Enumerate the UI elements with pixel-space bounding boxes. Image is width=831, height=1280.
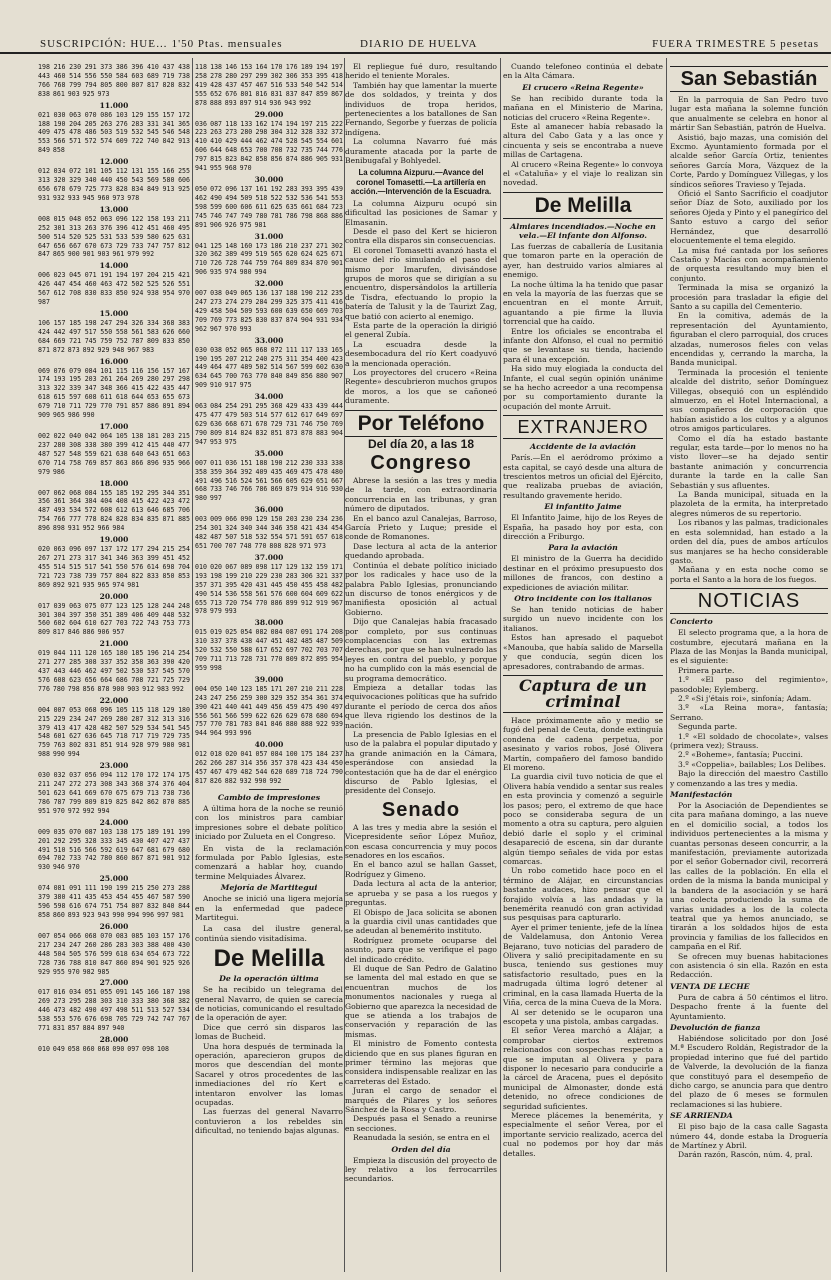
orden-del-dia: Orden del día xyxy=(391,1144,451,1154)
lottery-numbers: 198 216 230 291 373 386 396 410 437 438 443 460 514 556 550 584 603 689 719 738 766 768 799 794 805 800 807 817 828 832 838 861 903 925 973 xyxy=(38,63,190,98)
divider xyxy=(249,789,289,790)
manifestacion-text: Por la Asociación de Dependientes se cita para mañana domingo, a las nueve en el domicilio social, a todos los individuos pertenecientes a la misma y cuantas personas deseen concurrir, a la manifestación, previamente autorizada por el señor Gobernador civil, recorrerá las calles de la población. En ella el orden de la misma la banda municipal y la bandera de la asociación y se hará una colecta produciendo la suma de varias unidades a los de la colecta teatral que ya hemos anunciado, se tirarán a los soldados hijos de esta provincia y familias de los fallecidos en campaña en el Rif. xyxy=(670,801,828,952)
lottery-series-heading: 23.000 xyxy=(99,761,129,771)
news-paragraph: El repliegue fué duro, resultando herido el teniente Morales. xyxy=(345,62,497,81)
senado-headline: Senado xyxy=(381,798,461,821)
captura-paragraph: Al ser detenido se le ocuparon una escopeta y una pistola, ambas cargadas. xyxy=(503,1007,663,1026)
concierto-paragraph: 2.º «Boheme», fantasía; Puccini. xyxy=(678,750,803,760)
melilla-paragraph: La noche última la ha tenido que pasar en vela la mayoría de las fuerzas que se encuentran en el monte Arruit, aguantando a pie firme la lluvia torrencial que ha caído. xyxy=(503,279,663,327)
congreso-paragraph: Abrese la sesión a las tres y media de la tarde, con extraordinaria concurrencia en las tribunas, y gran número de diputados. xyxy=(345,476,497,514)
san-sebastian-paragraph: Ofició el Santo Sacrificio el coadjutor señor Díaz de Soto, auxiliado por los señores Ojeda y Pinto y el panegírico del Santo estuvo a cargo del señor Hernández, que desarrolló elocuentemente el tema elegido. xyxy=(670,189,828,246)
lottery-block xyxy=(38,422,190,477)
lottery-numbers: 004 050 140 123 185 171 207 210 211 228 243 247 256 259 300 329 352 354 361 374 390 421 440 441 449 456 459 475 490 497 556 561 566 599 622 626 629 678 680 694 757 770 781 783 841 846 880 888 922 939 944 964 993 996 xyxy=(195,684,343,738)
san-sebastian-paragraph: Mañana y en esta noche como se porta el Santo a la hora de los fuegos. xyxy=(670,565,828,584)
melilla-headline: De Melilla xyxy=(213,945,325,973)
melilla-headline-2: De Melilla xyxy=(503,192,663,219)
lottery-series-heading: 14.000 xyxy=(99,261,129,271)
accidente-text: París.—En el aeródromo próximo a esta capital, se cayó desde una altura de trescientos metros un oficial del Ejército, que realizaba pruebas de aviación, resultando gravemente herido. xyxy=(503,453,663,500)
san-sebastian-paragraph: Como el día ha estado bastante regular, esta tarde—por lo menos no ha visto llover—se ha dejado sentir bastante animación y concurrencia durante la tarde en la calle San Sebastián y sus afluentes. xyxy=(670,433,828,490)
italianos-text-1: Se han tenido noticias de haber surgido un nuevo incidente con los italianos. xyxy=(503,605,663,633)
lottery-block xyxy=(195,336,343,391)
lottery-series-heading: 33.000 xyxy=(254,335,284,345)
lottery-block xyxy=(195,675,343,738)
section-heading: Mejoría de Martitegui xyxy=(220,883,318,893)
lottery-series-heading: 13.000 xyxy=(99,204,129,214)
lottery-block xyxy=(195,505,343,551)
concierto-paragraph: Segunda parte. xyxy=(678,722,738,732)
masthead xyxy=(0,0,831,54)
melilla-subhead: De la operación última xyxy=(219,974,319,984)
section-paragraph: Anoche se inició una ligera mejoría en la enfermedad que padece Martitegui. xyxy=(195,894,343,922)
section-paragraph: A última hora de la noche se reunió con los ministros para cambiar impresiones sobre el debate político iniciado por Zulueta en el Congreso. xyxy=(195,803,343,842)
aizpuru-paragraph: La columna Aizpuru ocupó sin dificultad las posiciones de Samar y Elmasanin. xyxy=(345,198,497,227)
crucero-paragraph: Este al amanecer había rebasado la altura del Cabo Gata y a las once y cincuenta y seis se encontraba a nueve millas de Cartagena. xyxy=(503,122,663,160)
melilla-paragraph: Dice que cerró sin disparos las lomas de Bucheid. xyxy=(195,1022,343,1042)
melilla-paragraph: Se ha recibido un telegrama del general Navarro, de quien se carecía de noticias, comunicando el resultado de la operación de ayer. xyxy=(195,985,343,1023)
lottery-series-heading: 22.000 xyxy=(99,695,129,705)
aizpuru-paragraph: Los proyectores del crucero «Reina Regente» descubrieron muchos grupos de moros, a los que se cañoneó duramente. xyxy=(345,368,497,406)
lottery-series-heading: 40.000 xyxy=(254,740,284,750)
fianza-text: Habiéndose solicitado por don José M.ª Escudero Roldán, Registrador de la propiedad interino que fué del partido de Valverde, la devolución de la fianza que constituyó para el desempeño de dicho cargo, se anuncia para que dentro del plazo de 6 meses se formulen reclamaciones si las hubiere. xyxy=(670,1033,828,1109)
concierto-paragraph: 3.º «Coppelia», bailables; Los Delibes. xyxy=(678,759,826,769)
lottery-numbers: 019 044 111 120 165 180 185 196 214 254 271 277 285 308 337 352 358 363 390 420 437 443 446 462 497 502 530 537 545 570 576 608 623 656 664 686 708 721 725 729 776 780 798 856 878 900 903 912 983 992 xyxy=(38,649,190,693)
melilla-paragraph: Las fuerzas del general Navarro contuvieron a los rebeldes sin dificultad, no teniendo bajas algunas. xyxy=(195,1107,343,1136)
lottery-block xyxy=(195,110,343,173)
senado-paragraph: A las tres y media abre la sesión el Vicepresidente señor López Muñoz, con escasa concurrencia y muy pocos senadores en los escaños. xyxy=(345,822,497,861)
crucero-headline: El crucero «Reina Regente» xyxy=(522,82,644,92)
aizpuru-paragraph: El coronel Tomasetti avanzó hasta el cauce del río simulando el paso del mismo por Imarufen, divisándose grupos de moros que se dirigían a su encuentro, dispersándolos la artillería de Tisdra, efectuando lo propio la batería de Talusit y la de Taurizt Zag, que batió con acierto al enemigo. xyxy=(345,245,497,321)
aviacion-headline: Para la aviación xyxy=(548,543,618,553)
section-heading: Cambio de impresiones xyxy=(217,792,321,802)
lottery-numbers: 050 072 096 137 161 192 283 393 395 439 462 490 494 509 518 522 532 536 541 553 598 599 600 606 611 625 635 661 684 723 745 746 747 749 780 781 786 798 868 886 891 906 926 975 981 xyxy=(195,184,343,229)
lottery-series-heading: 35.000 xyxy=(254,448,284,458)
news-paragraph: La columna Navarro fué más duramente atacada por la parte de Benibugafal y Bohlyedel. xyxy=(345,137,497,166)
lottery-block xyxy=(38,63,190,99)
newspaper-title: DIARIO DE HUELVA xyxy=(360,38,478,50)
news-paragraph: Cuando telefoneo continúa el debate en la Alta Cámara. xyxy=(503,62,663,81)
senado-paragraph: Juran el cargo de senador el marqués de Pilares y los señores Sánchez de la Rosa y Castro. xyxy=(345,1086,497,1115)
captura-paragraph: Un robo cometido hace poco en el término de Alájar, en circunstancias bastante audaces, hizo pensar que el forajido volvía a las andadas y la benemérita reanudó con gran actividad sus pesquisas para capturarlo. xyxy=(503,866,663,923)
lottery-series-heading: 29.000 xyxy=(254,109,284,119)
lottery-series-heading: 16.000 xyxy=(99,356,129,366)
senado-paragraph: Después pasa el Senado a reunirse en secciones. xyxy=(345,1114,497,1133)
san-sebastian-paragraph: La misa fué cantada por los señores Castaño y Macías con acompañamiento de orquesta resultando muy bien el conjunto. xyxy=(670,245,828,283)
congreso-paragraph: Empieza a detallar todas las equivocaciones políticas que ha sufrido durante el período de cerca dos años que lleva rigiendo los destinos de la nación. xyxy=(345,682,497,730)
lottery-numbers: 017 016 034 051 055 091 145 166 187 198 269 273 295 288 303 310 333 380 368 382 446 473 482 490 497 498 511 513 527 534 538 553 576 676 698 705 729 742 747 767 771 831 857 884 897 940 xyxy=(38,988,190,1033)
lottery-numbers: 118 138 146 153 164 170 176 189 194 197 258 278 280 297 299 302 306 353 395 418 419 428 437 457 467 516 533 540 542 514 555 652 676 801 816 831 837 847 859 867 878 888 893 897 914 936 943 992 xyxy=(195,63,343,107)
lottery-numbers: 030 032 037 056 094 112 170 172 174 175 211 247 272 273 308 343 368 374 376 404 501 623 641 669 670 675 679 713 738 736 786 787 799 809 819 825 842 862 870 885 951 970 972 992 994 xyxy=(38,771,190,815)
congreso-headline: Congreso xyxy=(370,452,472,475)
crucero-paragraph: Al crucero «Reina Regente» lo convoya el «Cataluña» y el viaje lo realizan sin novedad. xyxy=(503,159,663,188)
accidente-headline: Accidente de la aviación xyxy=(530,442,636,452)
lottery-block xyxy=(38,157,190,203)
melilla-paragraph: Una hora después de terminada la operación, aparecieron grupos de moros que descendían del monte Sacarel y otros procedentes de las inmediaciones del río Kert e intentaron envolver las lomas ocupadas. xyxy=(195,1041,343,1108)
lottery-numbers: 010 020 067 089 098 117 129 132 159 171 193 198 199 210 229 230 283 306 321 337 357 371 395 420 431 445 450 455 458 482 490 514 536 558 561 576 600 604 609 622 655 713 720 754 770 886 899 912 919 967 978 979 993 xyxy=(195,562,343,616)
melilla-paragraph: Las fuerzas de caballería de Lusitania que tomaron parte en la operación de ayer, han destruido varios almiares al enemigo. xyxy=(503,241,663,280)
arrienda-text: El piso bajo de la casa calle Sagasta número 44, donde estaba la Droguería de Martínez y Abril. xyxy=(670,1122,828,1151)
lottery-numbers: 021 030 063 070 086 103 129 155 157 172 188 190 204 205 263 276 283 331 341 365 409 475 478 486 503 519 532 545 546 548 553 566 571 572 574 609 722 740 842 913 849 858 xyxy=(38,110,190,155)
italianos-text-2: Estos han apresado el paquebot «Manouba, que había salido de Marsella y que conducía, según dicen los apresadores, contrabando de armas. xyxy=(503,633,663,671)
leche-text: Pura de cabra á 50 céntimos el litro. Despacho frente á la fuente del Ayuntamiento. xyxy=(670,992,828,1021)
melilla-paragraph: Entre los oficiales se encontraba el infante don Alfonso, el cual no permitió que se levantase su tienda, haciendo para él una excepción. xyxy=(503,326,663,364)
lottery-numbers: 007 038 049 065 136 137 188 190 212 235 247 273 274 279 284 299 325 375 411 416 429 458 504 509 593 600 639 650 669 703 709 769 773 825 830 837 874 904 931 934 962 967 970 993 xyxy=(195,289,343,333)
lottery-series-heading: 21.000 xyxy=(99,639,129,649)
congreso-paragraph: Dijo que Canalejas había fracasado por completo, por sus continuas complacencias con las extremas derechas, por que se han vulnerado las leyes en contra del pueblo, y porque no ha cumplido con la más esencial de su programa democrático. xyxy=(345,617,497,683)
news-column-3 xyxy=(345,62,497,1272)
lottery-numbers: 041 125 148 160 173 186 210 237 271 302 320 362 389 499 519 565 620 624 625 671 710 726 728 744 759 764 809 834 870 901 906 935 974 980 994 xyxy=(195,241,343,277)
lottery-series-heading: 38.000 xyxy=(254,618,284,628)
lottery-block xyxy=(38,978,190,1033)
lottery-block xyxy=(38,696,190,759)
congreso-paragraph: En el banco azul Canalejas, Barroso, García Prieto y Luque; preside el conde de Romanones. xyxy=(345,513,497,542)
melilla-paragraph: Ha sido muy elogiada la conducta del Infante, el cual según opinión unánime se ha hecho acreedor a una recompensa por su comportamiento durante la ocupación del monte Arruit. xyxy=(503,364,663,411)
lottery-block xyxy=(195,279,343,334)
lottery-numbers: 069 076 079 084 101 115 116 156 157 167 174 193 195 203 261 264 269 280 297 298 313 322 339 347 348 366 415 422 435 447 618 615 597 608 611 618 644 653 655 673 679 710 711 729 770 791 857 886 891 894 909 965 986 990 xyxy=(38,366,190,420)
lottery-block xyxy=(38,535,190,590)
concierto-paragraph: 3.º «La Reina mora», fantasía; Serrano. xyxy=(670,703,828,722)
column-rule xyxy=(192,58,193,1272)
lottery-series-heading: 20.000 xyxy=(99,591,129,601)
san-sebastian-paragraph: En la parroquia de San Pedro tuvo lugar esta mañana la solemne función que anualmente se celebra en honor al mártir San Sebastián, patrón de Huelva. xyxy=(670,95,828,133)
senado-last-paragraph: Empieza la discusión del proyecto de ley relativo a los ferrocarriles secundarios. xyxy=(345,1155,497,1184)
lottery-numbers: 015 019 025 054 082 084 087 091 174 208 310 337 378 438 447 451 482 485 487 509 520 532 550 588 617 652 697 702 703 707 709 711 713 728 731 770 809 872 895 954 959 998 xyxy=(195,628,343,672)
lottery-series-heading: 31.000 xyxy=(254,231,284,241)
arrienda-contact: Darán razón, Rascón, núm. 4, pral. xyxy=(678,1150,813,1160)
section-paragraph: En vista de la reclamación formulada por Pablo Iglesias, este comenzará a hablar hoy, cuando termine Melquiades Álvarez. xyxy=(195,843,343,881)
lottery-block xyxy=(38,761,190,816)
senado-paragraph: El ministro de Fomento contesta diciendo que en sus planes figuran en primer término las mejoras que considera indispensable realizar en las carreteras del Estado. xyxy=(345,1039,497,1086)
arrienda-headline: SE ARRIENDA xyxy=(670,1111,733,1121)
leche-headline: VENTA DE LECHE xyxy=(670,981,750,991)
infante-headline: El infantito Jaime xyxy=(544,502,622,512)
lottery-block xyxy=(38,922,190,977)
lottery-numbers: 008 015 048 052 063 096 122 158 193 211 252 301 313 263 376 396 412 451 460 495 500 514 520 525 531 533 539 580 625 631 647 656 667 670 673 729 733 747 757 812 847 865 900 901 903 961 979 992 xyxy=(38,214,190,259)
habitaciones-ad: Se ofrecen muy buenas habitaciones con asistencia ó sin ella. Razón en esta Redacción. xyxy=(670,951,828,980)
lottery-block xyxy=(38,357,190,420)
captura-paragraph: Merece plácemes la benemérita, y especialmente el señor Verea, por el importante servicio realizado, acerca del cual no podemos por hoy dar más detalles. xyxy=(503,1110,663,1158)
lottery-block xyxy=(38,479,190,534)
lottery-series-heading: 28.000 xyxy=(99,1034,129,1044)
lottery-block xyxy=(38,309,190,355)
lottery-numbers: 009 035 070 087 103 138 175 189 191 199 201 292 295 328 333 345 430 407 427 437 491 510 516 566 592 619 647 681 679 680 694 702 733 742 780 860 867 871 901 912 930 946 970 xyxy=(38,827,190,872)
lottery-series-heading: 39.000 xyxy=(254,674,284,684)
news-paragraph: También hay que lamentar la muerte de dos soldados, y treinta y dos individuos de tropa heridos, pertenecientes a los batallones de San Fernando, Segorbe y fuerzas de policía indígena. xyxy=(345,80,497,137)
captura-paragraph: El señor Verea marchó a Alájar, a comprobar ciertos extremos relacionados con sospechas respecto a que se imputan al Olivera y para disponer lo necesario para conducirle a la cárcel de Aracena, pues el depósito municipal de Almonaster, donde está detenido, no ofrece condiciones de seguridad suficientes. xyxy=(503,1026,663,1111)
lottery-numbers: 106 157 185 198 247 294 326 334 368 383 424 442 497 517 550 558 561 583 626 660 684 669 721 745 759 752 787 809 833 850 871 872 873 892 929 948 967 983 xyxy=(38,318,190,354)
lottery-series-heading: 19.000 xyxy=(99,535,129,545)
concierto-headline: Concierto xyxy=(670,617,713,627)
san-sebastian-paragraph: La Banda municipal, situada en la plazoleta de la ermita, ha interpretado alegres números de su repertorio. xyxy=(670,490,828,518)
subscription-line: SUSCRIPCIÓN: HUE… 1'50 Ptas. mensuales xyxy=(40,38,283,50)
lottery-block xyxy=(195,63,343,108)
lottery-numbers: 012 034 072 101 105 112 131 155 166 255 313 320 329 340 440 450 543 569 580 606 656 678 679 725 773 828 834 849 913 925 931 932 933 945 960 973 978 xyxy=(38,167,190,202)
aizpuru-headline: La columna Aizpuru.—Avance del coronel Tomasetti.—La artillería en acción.—Intervención de la Escuadra. xyxy=(350,168,492,197)
lottery-numbers: 020 063 096 097 137 172 177 294 215 254 267 271 273 317 341 346 363 399 451 452 455 514 515 517 541 550 576 614 698 704 721 723 738 739 757 804 822 833 850 853 869 892 921 935 965 974 981 xyxy=(38,545,190,589)
concierto-paragraph: 1.º «El soldado de chocolate», valses (primera vez); Strauss. xyxy=(670,731,828,750)
lottery-block xyxy=(195,553,343,616)
column-rule xyxy=(500,58,501,1272)
italianos-headline: Otro incidente con los italianos xyxy=(514,594,652,604)
lottery-column-1 xyxy=(38,62,190,1272)
noticias-headline: NOTICIAS xyxy=(670,588,828,614)
congreso-paragraph: Dase lectura al acta de la anterior quedando aprobada. xyxy=(345,541,497,561)
lottery-numbers: 017 039 063 075 077 123 125 128 244 248 301 304 397 350 351 389 406 409 448 532 560 602 604 610 627 703 722 743 753 773 809 817 846 886 906 957 xyxy=(38,601,190,637)
lottery-block xyxy=(38,205,190,260)
lottery-numbers: 074 081 091 111 190 199 215 250 273 288 379 380 411 435 453 454 455 467 587 590 596 598 616 674 751 754 807 832 840 844 858 860 893 923 943 990 994 996 997 981 xyxy=(38,884,190,919)
manifestacion-headline: Manifestación xyxy=(670,790,733,800)
subscription-outside: FUERA TRIMESTRE 5 pesetas xyxy=(652,38,819,50)
lottery-series-heading: 25.000 xyxy=(99,874,129,884)
lottery-numbers: 036 087 118 133 162 174 194 197 215 222 223 263 273 280 298 304 312 328 332 372 410 410 429 444 462 474 528 545 554 601 606 644 648 653 700 708 732 735 744 776 797 815 823 842 858 856 874 886 905 931 941 955 968 970 xyxy=(195,119,343,173)
lottery-numbers: 063 084 254 291 295 368 429 433 439 444 475 477 479 503 514 577 612 617 649 697 629 636 668 671 678 729 731 746 750 769 790 809 814 824 832 851 873 878 883 904 947 953 975 xyxy=(195,402,343,446)
aizpuru-paragraph: Desde el paso del Kert se hicieron contra ella disparos sin consecuencias. xyxy=(345,226,497,246)
lottery-numbers: 007 054 066 068 070 083 085 103 157 176 217 234 247 260 286 283 303 388 400 430 448 504 505 576 599 618 634 654 673 722 728 736 788 810 847 860 894 901 925 926 929 955 970 982 985 xyxy=(38,931,190,976)
lottery-series-heading: 30.000 xyxy=(254,174,284,184)
lottery-block xyxy=(38,261,190,307)
news-column-4 xyxy=(503,62,663,1272)
lottery-numbers: 030 038 052 065 068 072 111 117 133 165 190 195 207 212 240 275 311 354 400 423 449 464 477 489 502 514 567 599 602 630 634 645 700 763 770 840 849 856 880 907 909 910 917 975 xyxy=(195,345,343,390)
infante-text: El Infantito Jaime, hijo de los Reyes de España, ha pasado hoy por esta, con dirección a Friburgo. xyxy=(503,513,663,542)
senado-paragraph: En el banco azul se hallan Gasset, Rodríguez y Gimeno. xyxy=(345,860,497,879)
lottery-series-heading: 37.000 xyxy=(254,552,284,562)
lottery-series-heading: 11.000 xyxy=(99,100,129,110)
lottery-series-heading: 27.000 xyxy=(99,978,129,988)
san-sebastian-paragraph: Los ribanos y las palmas, tradicionales en esta solemnidad, han estado a la orden del día, pues de ambos artículos sus manjares se ha hecho considerable gasto. xyxy=(670,518,828,565)
captura-paragraph: Hace próximamente año y medio se fugó del penal de Ceuta, donde extinguía condena de cadena perpetua, por asesinato y varios robos, José Olivera Martín, compañero del famoso bandido El moreno. xyxy=(503,715,663,772)
lottery-block xyxy=(195,618,343,673)
lottery-block xyxy=(38,639,190,694)
aviacion-text: El ministro de la Guerra ha decidido destinar en el próximo presupuesto dos millones de francos, con destino a expediciones de aviación militar. xyxy=(503,554,663,592)
concierto-paragraph: El selecto programa que, a la hora de costumbre, ejecutará mañana en la Plaza de las Monjas la Banda municipal, es el siguiente: xyxy=(670,628,828,666)
fianza-headline: Devolución de fianza xyxy=(670,1022,761,1032)
lottery-block xyxy=(38,592,190,638)
lottery-series-heading: 24.000 xyxy=(99,817,129,827)
crucero-paragraph: Se han recibido durante toda la mañana en el Ministerio de Marina, noticias del crucero «Reina Regente». xyxy=(503,93,663,122)
senado-paragraph: Rodríguez promete ocuparse del asunto, para que se verifique el pago del indicado crédito. xyxy=(345,935,497,964)
lottery-block xyxy=(195,740,343,786)
san-sebastian-paragraph: En la comitiva, además de la representación del Ayuntamiento, figuraban el clero parroquial, dos cruces alzadas, numerosos fieles con velas encendidas y, cerrando la marcha, la Banda municipal. xyxy=(670,311,828,368)
lottery-block xyxy=(38,1035,190,1054)
telefono-date: Del día 20, a las 18 xyxy=(367,436,475,451)
captura-paragraph: Ayer el primer teniente, jefe de la línea de Valdelamusa, don Antonio Verea Bejarano, tuvo noticias del paradero de Olivera y salió precipitadamente en su busca, teniendo sus gestiones muy satisfactorio resultado, pues en la madrugada última logró detener al criminal, en la casa llamada Huerta de la Viña, cerca de la mina Cueva de la Mora. xyxy=(503,922,663,1008)
san-sebastian-paragraph: Asistió, bajo mazas, una comisión del Excmo. Ayuntamiento formada por el alcalde señor García Ortiz, tenientes señores García Mora, Vázquez de la Corte, Pardo y Domínguez Villegas, y los síndicos señores Travieso y Tejada. xyxy=(670,132,828,189)
senado-paragraph: El Obispo de Jaca solicita se abonen a la guardia civil unas cantidades que se adeudan al benemérito instituto. xyxy=(345,907,497,936)
lottery-block xyxy=(38,874,190,920)
senado-paragraph: Dada lectura al acta de la anterior, se aprueba y se pasa a los ruegos y preguntas. xyxy=(345,879,497,908)
san-sebastian-paragraph: Terminada la misa se organizó la procesión para trasladar la efigie del Santo a su capilla del Cementerio. xyxy=(670,283,828,311)
lottery-series-heading: 26.000 xyxy=(99,921,129,931)
lottery-series-heading: 34.000 xyxy=(254,392,284,402)
lottery-numbers: 007 011 036 151 188 190 212 230 333 338 358 359 364 392 409 435 469 475 478 480 491 496 516 524 561 566 605 629 651 667 668 733 746 766 786 869 879 914 916 930 980 997 xyxy=(195,458,343,503)
lottery-series-heading: 18.000 xyxy=(99,478,129,488)
congreso-paragraph: La presencia de Pablo Iglesias en el uso de la palabra el popular diputado y ha grande animación en la Cámara, esperándose con ansiedad la contestación que ha de dar el enérgico discurso de Pablo Iglesias, el presidente del Consejo. xyxy=(345,730,497,796)
lottery-numbers: 012 018 020 041 057 084 100 175 184 237 262 266 287 314 356 357 378 423 434 450 457 467 479 482 544 620 689 718 724 790 817 826 882 932 990 992 xyxy=(195,750,343,785)
lottery-numbers: 006 023 045 071 191 194 197 204 215 421 426 447 454 460 463 472 502 525 526 551 567 612 708 830 833 850 924 938 954 970 987 xyxy=(38,271,190,307)
lottery-numbers: 004 007 053 068 096 105 115 118 129 180 215 229 234 247 269 280 287 312 313 316 379 413 417 428 482 507 529 534 541 545 548 601 627 636 645 718 717 719 729 735 759 763 802 831 851 914 928 979 980 981 988 990 994 xyxy=(38,705,190,759)
lottery-block xyxy=(38,101,190,156)
lottery-series-heading: 17.000 xyxy=(99,422,129,431)
news-column-5 xyxy=(670,62,828,1272)
lottery-series-heading: 36.000 xyxy=(254,505,284,515)
captura-paragraph: La guardia civil tuvo noticia de que el Olivera había vendido a sentar sus reales en esta provincia y comenzó a seguirle los pasos; pero, el extremo de que hace poco se consideraba segura de un momento a otra su captura, pero alguien debió darle el soplo y el criminal desapareció de escena, sin dar durante algún tiempo señales de vida por estas comarcas. xyxy=(503,772,663,866)
lottery-block xyxy=(195,449,343,504)
telefono-headline: Por Teléfono xyxy=(345,410,497,437)
aizpuru-paragraph: La escuadra desde la desembocadura del río Kert coadyuvó a la mencionada operación. xyxy=(345,339,497,368)
concierto-paragraph: Bajo la dirección del maestro Castillo y comenzando a las tres y media. xyxy=(670,769,828,788)
aizpuru-paragraph: Esta parte de la operación la dirigió el general Zubía. xyxy=(345,320,497,340)
lottery-numbers: 002 022 040 042 064 105 138 181 203 215 237 280 308 338 380 399 412 415 440 477 487 527 548 559 621 638 640 643 651 663 670 714 758 769 857 863 866 896 935 966 979 986 xyxy=(38,432,190,476)
lottery-series-heading: 15.000 xyxy=(99,308,129,318)
lottery-block xyxy=(38,818,190,873)
lottery-block xyxy=(195,175,343,230)
lottery-column-2 xyxy=(195,62,343,1272)
congreso-paragraph: Continúa el debate político iniciado por los radicales y hace uso de la palabra Pablo Iglesias, pronunciando un discurso de tonos enérgicos y de manifiesta oposición al actual Gobierno. xyxy=(345,560,497,617)
lottery-block xyxy=(195,392,343,447)
san-sebastian-headline: San Sebastián xyxy=(670,66,828,92)
lottery-series-heading: 12.000 xyxy=(99,157,129,167)
section-paragraph: La casa del ilustre general, continúa siendo visitadísima. xyxy=(195,924,343,943)
column-rule xyxy=(666,58,667,1272)
san-sebastian-paragraph: Terminada la procesión el teniente alcalde del distrito, señor Domínguez Villegas, obsequió con un espléndido almuerzo, en el Hotel Internacional, a sus compañeros de corporación que habían asistido a los cultos y a algunos otros amigos particulares. xyxy=(670,367,828,434)
concierto-paragraph: Primera parte. xyxy=(678,665,735,675)
lottery-numbers: 007 062 068 084 155 185 192 295 344 351 356 361 364 384 404 408 415 422 423 472 487 493 534 572 608 612 613 646 685 706 754 766 777 778 824 828 834 835 871 885 896 898 931 952 966 984 xyxy=(38,488,190,533)
senado-paragraph: El duque de San Pedro de Galatino se lamenta del mal estado en que se encuentran muchos de los monumentos nacionales y ruega al Gobierno que aparezca la necesidad de que se atienda a los trabajos de conservación y reparación de las mismas. xyxy=(345,963,497,1039)
lottery-numbers: 010 049 058 060 068 090 097 098 108 xyxy=(38,1044,169,1053)
extranjero-headline: EXTRANJERO xyxy=(503,415,663,439)
concierto-paragraph: 1.º «El paso del regimiento», pasodoble; Eylemberg. xyxy=(670,675,828,694)
concierto-paragraph: 2.º «Si j'étais roi», sinfonía; Adam. xyxy=(678,693,812,703)
senado-paragraph: Reanudada la sesión, se entra en el xyxy=(353,1133,490,1143)
lottery-numbers: 003 009 066 090 129 150 203 230 234 236 254 301 324 340 344 346 358 421 434 454 482 487 507 518 532 554 571 591 657 618 651 700 707 748 770 808 828 971 973 xyxy=(195,515,343,550)
lottery-block xyxy=(195,232,343,278)
captura-headline: Captura de un criminal xyxy=(503,675,663,713)
lottery-series-heading: 32.000 xyxy=(254,279,284,289)
melilla-subhead-2: Almiares incendiados.—Noche en vela.—El infante don Alfonso. xyxy=(510,221,656,240)
